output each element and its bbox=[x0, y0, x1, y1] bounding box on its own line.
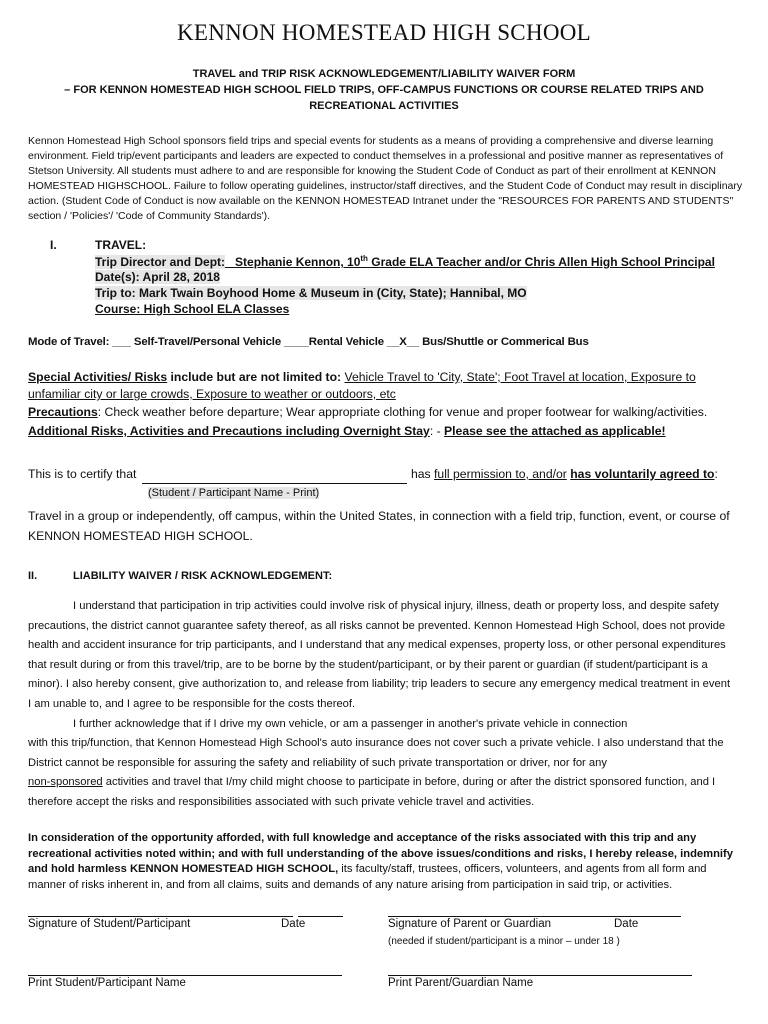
waiver-line: with this trip/function, that Kennon Homestead High School's auto insurance does not cover such a private vehicle. I also understand that the bbox=[28, 737, 724, 750]
travel-statement-line-1: Travel in a group or independently, off campus, within the United States, in connection with a field trip, function, event, or course of bbox=[28, 509, 730, 523]
student-date-label: Date bbox=[281, 918, 306, 930]
participant-name-line[interactable] bbox=[142, 483, 407, 484]
release-line: recreational activities noted within; and with full understanding of the above issues/conditions and risks, I hereby release, indemnify bbox=[28, 847, 733, 860]
waiver-line: health and accident insurance for trip participants, and I understand that any medical expenses, property loss, or other personal expenditures bbox=[28, 639, 726, 652]
waiver-line: therefore accept the risks and responsibilities associated with such private vehicle travel and activities. bbox=[28, 795, 535, 808]
travel-statement-line-2: KENNON HOMESTEAD HIGH SCHOOL. bbox=[28, 529, 253, 543]
waiver-line: I am unable to, and I agree to be responsible for the costs thereof. bbox=[28, 697, 356, 710]
mode-of-travel: Mode of Travel: ___ Self-Travel/Personal Vehicle ____Rental Vehicle __X__ Bus/Shuttle or Commerical Bus bbox=[28, 336, 589, 348]
intro-line: HOMESTEAD HIGHSCHOOL. Failure to follow operating guidelines, instructor/staff directives, and the Student Code of Conduct may result in disciplinary bbox=[28, 180, 743, 192]
intro-line: section / 'Policies'/ 'Code of Community Standards'). bbox=[28, 210, 271, 222]
waiver-line: precautions, the district cannot guarantee safety thereof, as all risks cannot be prevented. Kennon Homestead High School, does not provide bbox=[28, 619, 726, 632]
special-activities-value-cont: unfamiliar city or large crowds, Exposure to weather or outdoors, etc bbox=[28, 387, 396, 401]
form-title-line-2: – FOR KENNON HOMESTEAD HIGH SCHOOL FIELD TRIPS, OFF-CAMPUS FUNCTIONS OR COURSE RELATED TRIPS AND bbox=[64, 84, 704, 96]
trip-director-value: _ Stephanie Kennon, 10th Grade ELA Teacher and/or Chris Allen High School Principal bbox=[225, 254, 715, 269]
section-2-heading: LIABILITY WAIVER / RISK ACKNOWLEDGEMENT: bbox=[73, 570, 333, 582]
release-line: manner of risks inherent in, and from all claims, suits and demands of any nature arising from participation in said trip, or activities. bbox=[28, 878, 673, 891]
release-line: In consideration of the opportunity afforded, with full knowledge and acceptance of the risks associated with this trip and any bbox=[28, 832, 697, 844]
parent-signature-line[interactable] bbox=[388, 916, 681, 917]
parent-signature-label: Signature of Parent or Guardian bbox=[388, 918, 552, 930]
participant-name-caption: (Student / Participant Name - Print) bbox=[148, 487, 320, 499]
intro-line: environment. Field trip/event participants and leaders are expected to conduct themselves in a professional and positive manner as representatives of bbox=[28, 150, 724, 162]
student-signature-line[interactable] bbox=[28, 916, 293, 917]
trip-dates: Date(s): April 28, 2018 bbox=[95, 270, 220, 284]
trip-course: Course: High School ELA Classes bbox=[95, 302, 290, 316]
waiver-line: that result during or from this travel/trip, are to be borne by the student/participant, or by their parent or guardian (if student/participant is a bbox=[28, 658, 708, 671]
additional-risks-label: Additional Risks, Activities and Precautions including Overnight Stay bbox=[28, 424, 430, 438]
trip-director-row bbox=[95, 254, 715, 269]
waiver-line: I further acknowledge that if I drive my own vehicle, or am a passenger in another's private vehicle in connection bbox=[73, 717, 628, 730]
section-1-numeral: I. bbox=[50, 238, 57, 252]
section-2-numeral: II. bbox=[28, 570, 38, 582]
waiver-line: District cannot be responsible for assuring the safety and reliability of such private transportation or driver, nor for any bbox=[28, 756, 607, 769]
waiver-line: non-sponsored activities and travel that I/my child might choose to participate in before, during or after the district sponsored function, and I bbox=[28, 776, 716, 789]
intro-paragraph bbox=[28, 134, 748, 224]
student-print-line[interactable] bbox=[28, 975, 342, 976]
special-activities-label: Special Activities/ Risks bbox=[28, 370, 168, 384]
additional-risks-row: Additional Risks, Activities and Precautions including Overnight Stay: - Please see the attached as applicable! bbox=[28, 424, 666, 438]
waiver-line: I understand that participation in trip activities could involve risk of physical injury, illness, death or property loss, and despite safety bbox=[73, 600, 719, 612]
release-paragraph bbox=[28, 831, 748, 893]
school-title: KENNON HOMESTEAD HIGH SCHOOL bbox=[176, 20, 592, 45]
trip-director-label: Trip Director and Dept: bbox=[95, 255, 226, 269]
form-title-line-1: TRAVEL and TRIP RISK ACKNOWLEDGEMENT/LIABILITY WAIVER FORM bbox=[192, 68, 576, 80]
special-activities-value: Vehicle Travel to 'City, State'; Foot Travel at location, Exposure to bbox=[344, 370, 696, 384]
student-print-label: Print Student/Participant Name bbox=[28, 977, 186, 989]
section-1-heading: TRAVEL: bbox=[95, 238, 147, 252]
parent-date-label: Date bbox=[614, 918, 639, 930]
precautions-row bbox=[28, 405, 707, 419]
parent-minor-note: (needed if student/participant is a minor – under 18 ) bbox=[388, 936, 620, 947]
parent-print-line[interactable] bbox=[388, 975, 692, 976]
student-date-line[interactable] bbox=[298, 916, 343, 917]
trip-destination: Trip to: Mark Twain Boyhood Home & Museum in (City, State); Hannibal, MO bbox=[95, 286, 527, 300]
release-line: and hold harmless KENNON HOMESTEAD HIGH SCHOOL, its faculty/staff, trustees, officers, volunteers, and agents from all form and bbox=[28, 863, 707, 875]
intro-line: Stetson University. All students must adhere to and are responsible for knowing the Student Code of Conduct as part of their enrollment at KENNON bbox=[28, 165, 716, 177]
parent-print-label: Print Parent/Guardian Name bbox=[388, 977, 534, 989]
additional-risks-value: Please see the attached as applicable! bbox=[444, 424, 666, 438]
form-title-line-3: RECREATIONAL ACTIVITIES bbox=[309, 100, 459, 112]
waiver-line: minor). I also hereby consent, give authorization to, and release from liability; trip leaders to secure any emergency medical treatment in event bbox=[28, 678, 731, 691]
intro-line: action. (Student Code of Conduct is now available on the KENNON HOMESTEAD Intranet under the "RESOURCES FOR PARENTS AND STUDENTS" bbox=[28, 195, 734, 207]
precautions-value: : Check weather before departure; Wear appropriate clothing for venue and proper footwear for walking/activities. bbox=[97, 405, 708, 419]
precautions-label: Precautions bbox=[28, 405, 98, 419]
intro-line: Kennon Homestead High School sponsors field trips and special events for students as a means of providing a comprehensive and diverse learning bbox=[28, 135, 714, 147]
certify-prefix: This is to certify that bbox=[28, 467, 137, 481]
student-signature-label: Signature of Student/Participant bbox=[28, 918, 191, 930]
special-activities-row: Special Activities/ Risks include but are not limited to: Vehicle Travel to 'City, State'; Foot Travel at location, Exposure to bbox=[28, 370, 696, 384]
liability-waiver-text bbox=[28, 597, 748, 813]
certify-permission: has full permission to, and/or has voluntarily agreed to: bbox=[411, 467, 718, 481]
